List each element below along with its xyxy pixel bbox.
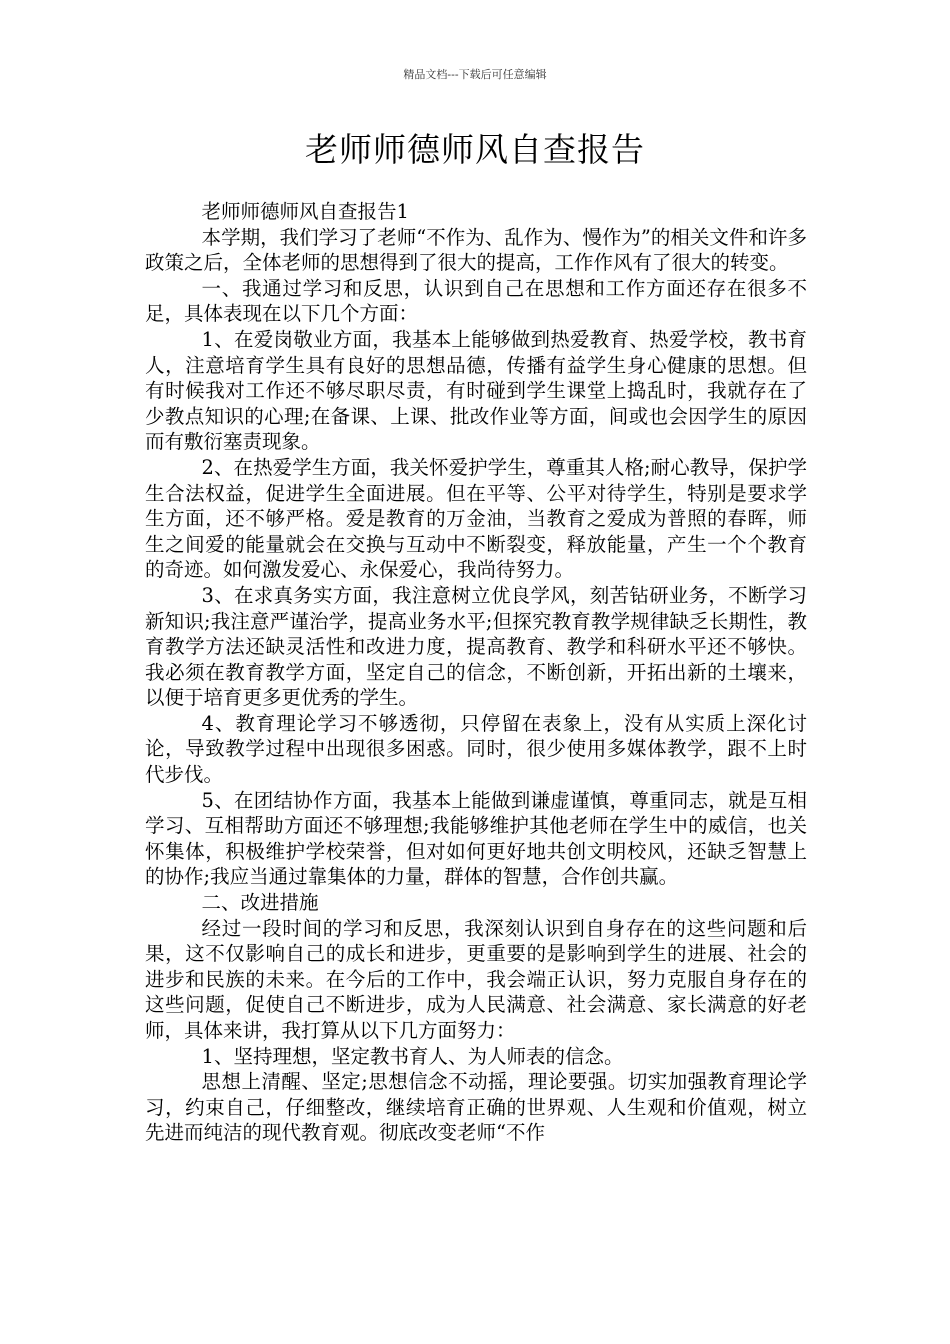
paragraph: 4、教育理论学习不够透彻，只停留在表象上，没有从实质上深化讨论，导致教学过程中出现很多困惑。同时，很少使用多媒体教学，跟不上时代步伐。 [145, 711, 807, 787]
paragraph: 一、我通过学习和反思，认识到自己在思想和工作方面还存在很多不足，具体表现在以下几个方面： [145, 276, 807, 326]
section-heading: 老师师德师风自查报告1 [201, 200, 409, 223]
paragraph: 3、在求真务实方面，我注意树立优良学风，刻苦钻研业务，不断学习新知识;我注意严谨治学，提高业务水平;但探究教育教学规律缺乏长期性，教育教学方法还缺灵活性和改进力度，提高教育、教学和科研水平还不够快。我必须在教育教学方面，坚定自己的信念，不断创新，开拓出新的土壤来，以便于培育更多更优秀的学生。 [145, 583, 807, 710]
paragraph: 思想上清醒、坚定;思想信念不动摇，理论要强。切实加强教育理论学习，约束自己，仔细整改，继续培育正确的世界观、人生观和价值观，树立先进而纯洁的现代教育观。彻底改变老师“不作 [145, 1070, 807, 1145]
paragraph: 经过一段时间的学习和反思，我深刻认识到自身存在的这些问题和后果，这不仅影响自己的成长和进步，更重要的是影响到学生的进展、社会的进步和民族的未来。在今后的工作中，我会端正认识，努力克服自身存在的这些问题，促使自己不断进步，成为人民满意、社会满意、家长满意的好老师，具体来讲，我打算从以下几方面努力： [145, 916, 807, 1042]
document-body [145, 199, 807, 1146]
section-heading: 二、改进措施 [201, 891, 319, 915]
header-note: 精品文档---下载后可任意编辑 [403, 68, 547, 81]
paragraph: 1、在爱岗敬业方面，我基本上能够做到热爱教育、热爱学校，教书育人，注意培育学生具有良好的思想品德，传播有益学生身心健康的思想。但有时候我对工作还不够尽职尽责，有时碰到学生课堂上捣乱时，我就存在了少教点知识的心理;在备课、上课、批改作业等方面，间或也会因学生的原因而有敷衍塞责现象。 [145, 327, 807, 454]
paragraph: 2、在热爱学生方面，我关怀爱护学生，尊重其人格;耐心教导，保护学生合法权益，促进学生全面进展。但在平等、公平对待学生，特别是要求学生方面，还不够严格。爱是教育的万金油，当教育之爱成为普照的春晖，师生之间爱的能量就会在交换与互动中不断裂变，释放能量，产生一个个教育的奇迹。如何激发爱心、永保爱心，我尚待努力。 [145, 455, 807, 582]
document-title: 老师师德师风自查报告 [305, 130, 645, 169]
paragraph: 5、在团结协作方面，我基本上能做到谦虚谨慎，尊重同志，就是互相学习、互相帮助方面还不够理想;我能够维护其他老师在学生中的威信，也关怀集体，积极维护学校荣誉，但对如何更好地共创文明校风，还缺乏智慧上的协作;我应当通过靠集体的力量，群体的智慧，合作创共赢。 [145, 788, 807, 889]
paragraph: 1、坚持理想，坚定教书育人、为人师表的信念。 [201, 1044, 624, 1068]
paragraph: 本学期，我们学习了老师“不作为、乱作为、慢作为”的相关文件和许多政策之后，全体老师的思想得到了很大的提高，工作作风有了很大的转变。 [145, 225, 807, 275]
